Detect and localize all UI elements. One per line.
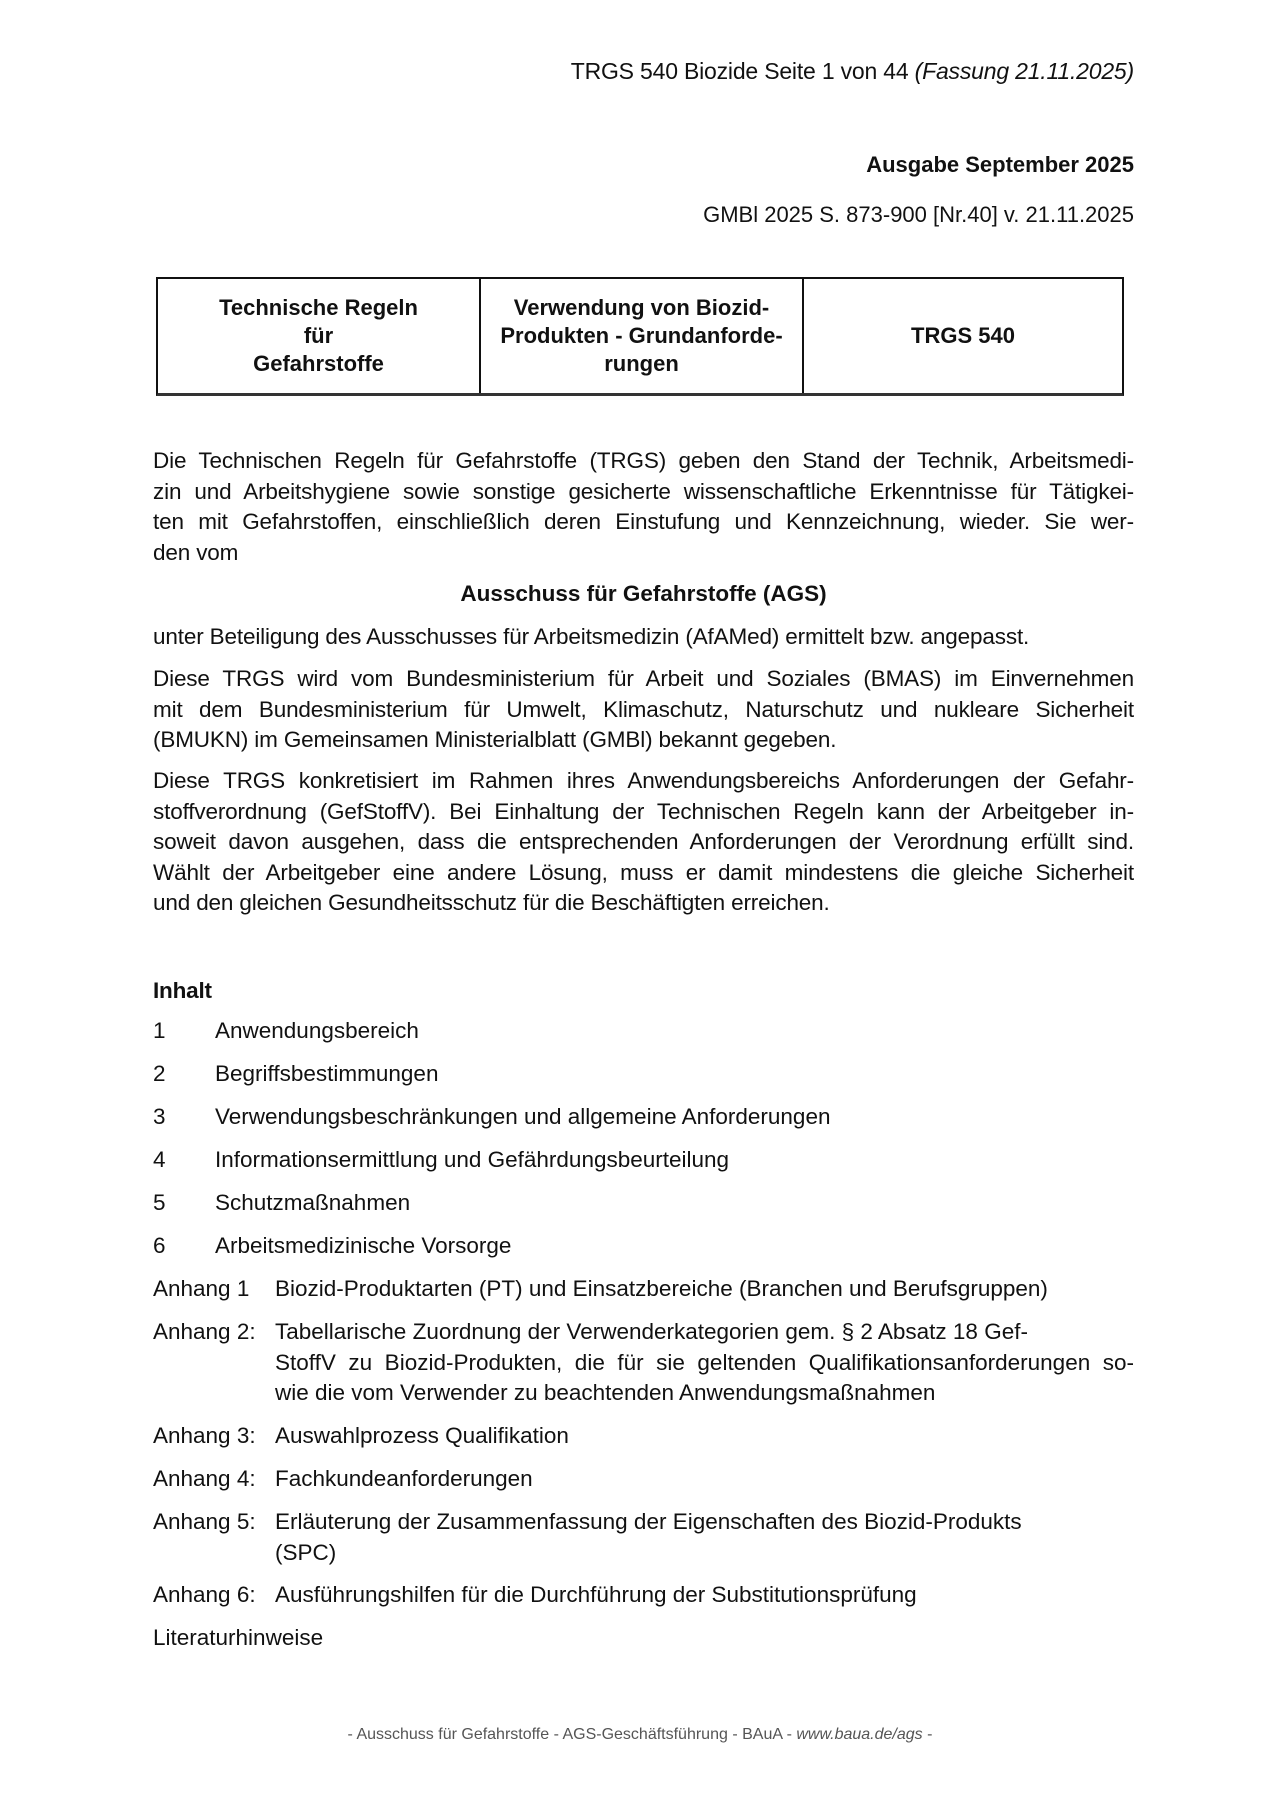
text-line: ten mit Gefahrstoffen, einschließlich deren Einstufung und Kennzeichnung, wieder. Sie wer- (153, 509, 1134, 534)
title-cell-category (158, 279, 481, 393)
footer-url[interactable]: www.baua.de/ags (796, 1726, 923, 1743)
literature-link[interactable]: Literaturhinweise (153, 1625, 324, 1650)
title-line: Produkten - Grundanforde- (500, 323, 783, 348)
section-number: 3 (153, 1104, 166, 1129)
title-cell-subject (481, 279, 804, 393)
annex-label: Anhang 5: (153, 1509, 256, 1534)
intro-paragraph-2 (153, 622, 1134, 653)
text-line: unter Beteiligung des Ausschusses für Arbeitsmedizin (AfAMed) ermittelt bzw. angepasst. (153, 624, 1030, 649)
running-header (571, 58, 1134, 85)
trgs-number: TRGS 540 (911, 323, 1015, 348)
text-line: Diese TRGS konkretisiert im Rahmen ihres Anwendungsbereichs Anforderungen der Gefahr- (153, 768, 1134, 793)
section-number: 4 (153, 1147, 166, 1172)
edition-label: Ausgabe September 2025 (866, 152, 1134, 177)
text-line: zin und Arbeitshygiene sowie sonstige gesicherte wissenschaftliche Erkenntnisse für Tätigkei- (153, 478, 1134, 504)
version-date: (Fassung 21.11.2025) (914, 58, 1134, 84)
footer-text: - Ausschuss für Gefahrstoffe - AGS-Geschäftsführung - BAuA - (347, 1726, 797, 1743)
section-title[interactable]: Verwendungsbeschränkungen und allgemeine Anforderungen (215, 1104, 831, 1129)
title-line: Gefahrstoffe (253, 351, 384, 376)
intro-paragraph-1 (153, 446, 1134, 568)
toc-literature[interactable] (153, 1623, 323, 1654)
footer-suffix: - (922, 1726, 933, 1743)
title-line: Technische Regeln (219, 295, 418, 320)
section-number: 5 (153, 1190, 166, 1215)
section-number: 1 (153, 1018, 166, 1043)
text-line: (BMUKN) im Gemeinsamen Ministerialblatt (GMBl) bekannt gegeben. (153, 727, 837, 752)
annex-label: Anhang 3: (153, 1423, 256, 1448)
section-title[interactable]: Informationsermittlung und Gefährdungsbeurteilung (215, 1147, 730, 1172)
title-cell-number (804, 279, 1122, 393)
text-line: den vom (153, 539, 239, 565)
section-title[interactable]: Arbeitsmedizinische Vorsorge (215, 1233, 512, 1258)
page-footer (0, 1726, 1280, 1744)
text-line: und den gleichen Gesundheitsschutz für die Beschäftigten erreichen. (153, 890, 830, 915)
text-line: Diese TRGS wird vom Bundesministerium für Arbeit und Soziales (BMAS) im Einvernehmen (153, 666, 1134, 691)
committee-heading: Ausschuss für Gefahrstoffe (AGS) (460, 581, 827, 606)
annex-title-line[interactable]: Erläuterung der Zusammenfassung der Eigenschaften des Biozid-Produkts (275, 1509, 1022, 1534)
annex-label: Anhang 6: (153, 1582, 256, 1607)
title-line: rungen (604, 351, 679, 376)
toc-heading: Inhalt (153, 978, 212, 1003)
title-line: für (303, 323, 334, 348)
annex-title[interactable]: Ausführungshilfen für die Durchführung der Substitutionsprüfung (275, 1582, 917, 1607)
annex-label: Anhang 2: (153, 1319, 256, 1344)
title-table (156, 277, 1124, 396)
intro-paragraph-4 (153, 766, 1134, 919)
title-line: Verwendung von Biozid- (513, 295, 770, 320)
annex-label: Anhang 1 (153, 1276, 250, 1301)
annex-title[interactable]: Biozid-Produktarten (PT) und Einsatzbereiche (Branchen und Berufsgruppen) (275, 1276, 1048, 1301)
text-line: soweit davon ausgehen, dass die entsprechenden Anforderungen der Verordnung erfüllt sind. (153, 829, 1134, 854)
gazette-reference: GMBl 2025 S. 873-900 [Nr.40] v. 21.11.2025 (703, 202, 1134, 227)
annex-title-line[interactable]: (SPC) (275, 1539, 337, 1565)
section-title[interactable]: Schutzmaßnahmen (215, 1190, 411, 1215)
annex-title-line[interactable]: Tabellarische Zuordnung der Verwenderkategorien gem. § 2 Absatz 18 Gef- (275, 1319, 1028, 1344)
annex-title[interactable]: Fachkundeanforderungen (275, 1466, 533, 1491)
text-line: Wählt der Arbeitgeber eine andere Lösung, muss er damit mindestens die gleiche Sicherheit (153, 859, 1134, 885)
running-head-title: TRGS 540 Biozide Seite 1 von 44 (570, 58, 915, 84)
text-line: Die Technischen Regeln für Gefahrstoffe (TRGS) geben den Stand der Technik, Arbeitsmedi- (153, 448, 1134, 473)
annex-title-line[interactable]: StoffV zu Biozid-Produkten, die für sie geltenden Qualifikationsanforderungen so- (275, 1349, 1134, 1375)
text-line: mit dem Bundesministerium für Umwelt, Klimaschutz, Naturschutz und nukleare Sicherheit (153, 696, 1134, 722)
annex-title[interactable]: Auswahlprozess Qualifikation (275, 1423, 569, 1448)
annex-title-line[interactable]: wie die vom Verwender zu beachtenden Anwendungsmaßnahmen (275, 1380, 936, 1405)
section-title[interactable]: Begriffsbestimmungen (215, 1061, 439, 1086)
section-title[interactable]: Anwendungsbereich (215, 1018, 419, 1043)
text-line: stoffverordnung (GefStoffV). Bei Einhaltung der Technischen Regeln kann der Arbeitgeber in- (153, 798, 1134, 824)
annex-label: Anhang 4: (153, 1466, 256, 1491)
intro-paragraph-3 (153, 664, 1134, 756)
section-number: 2 (153, 1061, 166, 1086)
section-number: 6 (153, 1233, 166, 1258)
